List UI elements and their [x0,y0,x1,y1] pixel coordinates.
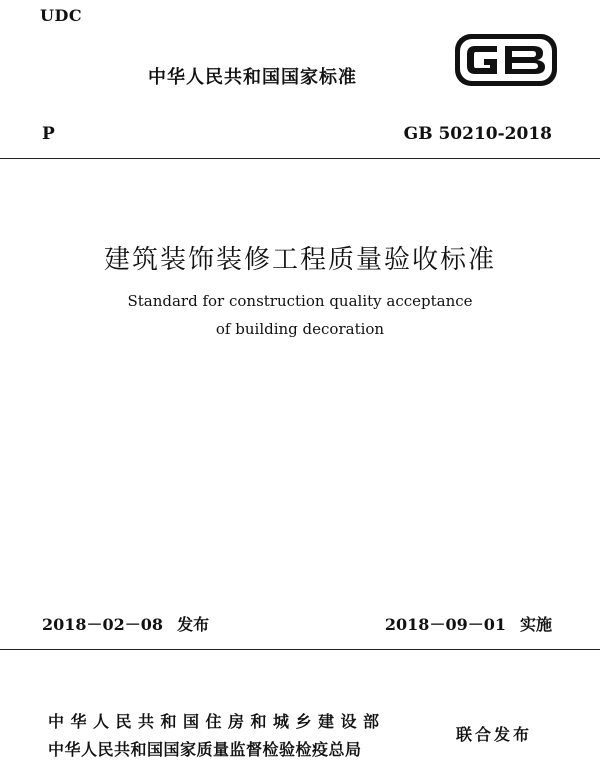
top-divider [0,158,600,159]
title-chinese: 建筑装饰装修工程质量验收标准 [103,245,496,275]
gb-logo [453,32,559,88]
issue-date: 2018－02－08 [42,615,164,634]
title-english-line1: Standard for construction quality acceptance [127,292,473,310]
publisher-line1: 中华人民共和国住房和城乡建设部 [48,712,386,731]
issue-label: 发布 [177,615,210,634]
implementation-date: 2018－09－01 [384,615,506,634]
bottom-divider [0,649,600,650]
implementation-date-block [385,612,552,635]
classification-code: P [42,124,55,144]
title-english-line2: of building decoration [215,320,385,338]
national-standard-heading: 中华人民共和国国家标准 [148,67,357,88]
standard-number: GB 50210-2018 [403,124,552,144]
udc-label: UDC [40,6,83,25]
issue-date-block [42,612,209,635]
implementation-label: 实施 [519,615,552,634]
joint-publish-label: 联合发布 [456,725,533,744]
publisher-line2: 中华人民共和国国家质量监督检验检疫总局 [48,740,362,759]
